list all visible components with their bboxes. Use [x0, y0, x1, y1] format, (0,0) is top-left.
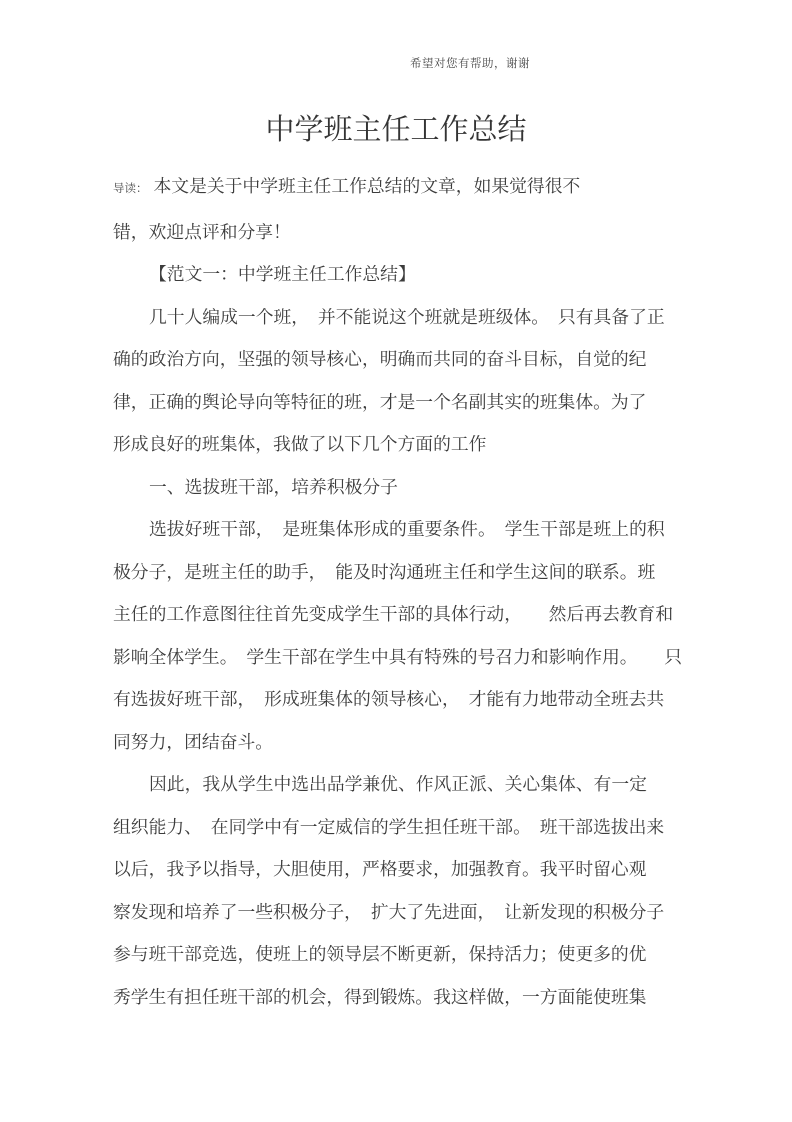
text-line: 影响全体学生。 学生干部在学生中具有特殊的号召力和影响作用。 只 — [113, 646, 682, 667]
text-line: 主任的工作意图往往首先变成学生干部的具体行动， 然后再去教育和 — [113, 604, 674, 624]
paragraph-3 — [113, 763, 679, 1018]
lead-label: 导读： — [113, 183, 148, 195]
heading-1 — [113, 466, 679, 509]
text-line: 以后，我予以指导，大胆使用，严格要求，加强教育。我平时留心观 — [113, 859, 647, 879]
text-line: 几十人编成一个班， 并不能说这个班就是班级体。 只有具备了正 — [149, 306, 665, 327]
text-line: 因此，我从学生中选出品学兼优、作风正派、关心集体、有一定 — [149, 774, 647, 794]
text-line: 形成良好的班集体，我做了以下几个方面的工作 — [113, 434, 487, 454]
text-line: 确的政治方向，坚强的领导核心，明确而共同的奋斗目标，自觉的纪 — [113, 349, 647, 369]
document-title: 中学班主任工作总结 — [265, 114, 527, 146]
text-line: 一、选拔班干部，培养积极分子 — [149, 476, 398, 497]
page-header-text: 希望对您有帮助，谢谢 — [410, 58, 530, 70]
text-line: 察发现和培养了一些积极分子， 扩大了先进面， 让新发现的积极分子 — [113, 901, 665, 922]
text-line: 组织能力、 在同学中有一定威信的学生担任班干部。 班干部选拔出来 — [113, 816, 665, 837]
text-line: 同努力，团结奋斗。 — [113, 731, 274, 752]
section-marker — [113, 253, 679, 296]
text-line: 【范文一：中学班主任工作总结】 — [149, 264, 416, 284]
text-line: 极分子，是班主任的助手， 能及时沟通班主任和学生这间的联系。班 — [113, 561, 656, 582]
document-body — [113, 165, 682, 1018]
text-line: 导读： 本文是关于中学班主任工作总结的文章，如果觉得很不 — [113, 176, 581, 196]
text-line: 有选拔好班干部， 形成班集体的领导核心， 才能有力地带动全班去共 — [113, 689, 665, 709]
text-line: 选拔好班干部， 是班集体形成的重要条件。 学生干部是班上的积 — [149, 519, 665, 539]
paragraph-1 — [113, 296, 679, 466]
text-line: 错，欢迎点评和分享！ — [113, 221, 291, 242]
lead-paragraph — [113, 165, 679, 253]
text-line: 参与班干部竞选，使班上的领导层不断更新，保持活力；使更多的优 — [113, 944, 647, 964]
text-line: 秀学生有担任班干部的机会，得到锻炼。我这样做，一方面能使班集 — [113, 986, 647, 1007]
paragraph-2 — [113, 508, 682, 763]
text-line: 律，正确的舆论导向等特征的班，才是一个名副其实的班集体。为了 — [113, 391, 647, 412]
